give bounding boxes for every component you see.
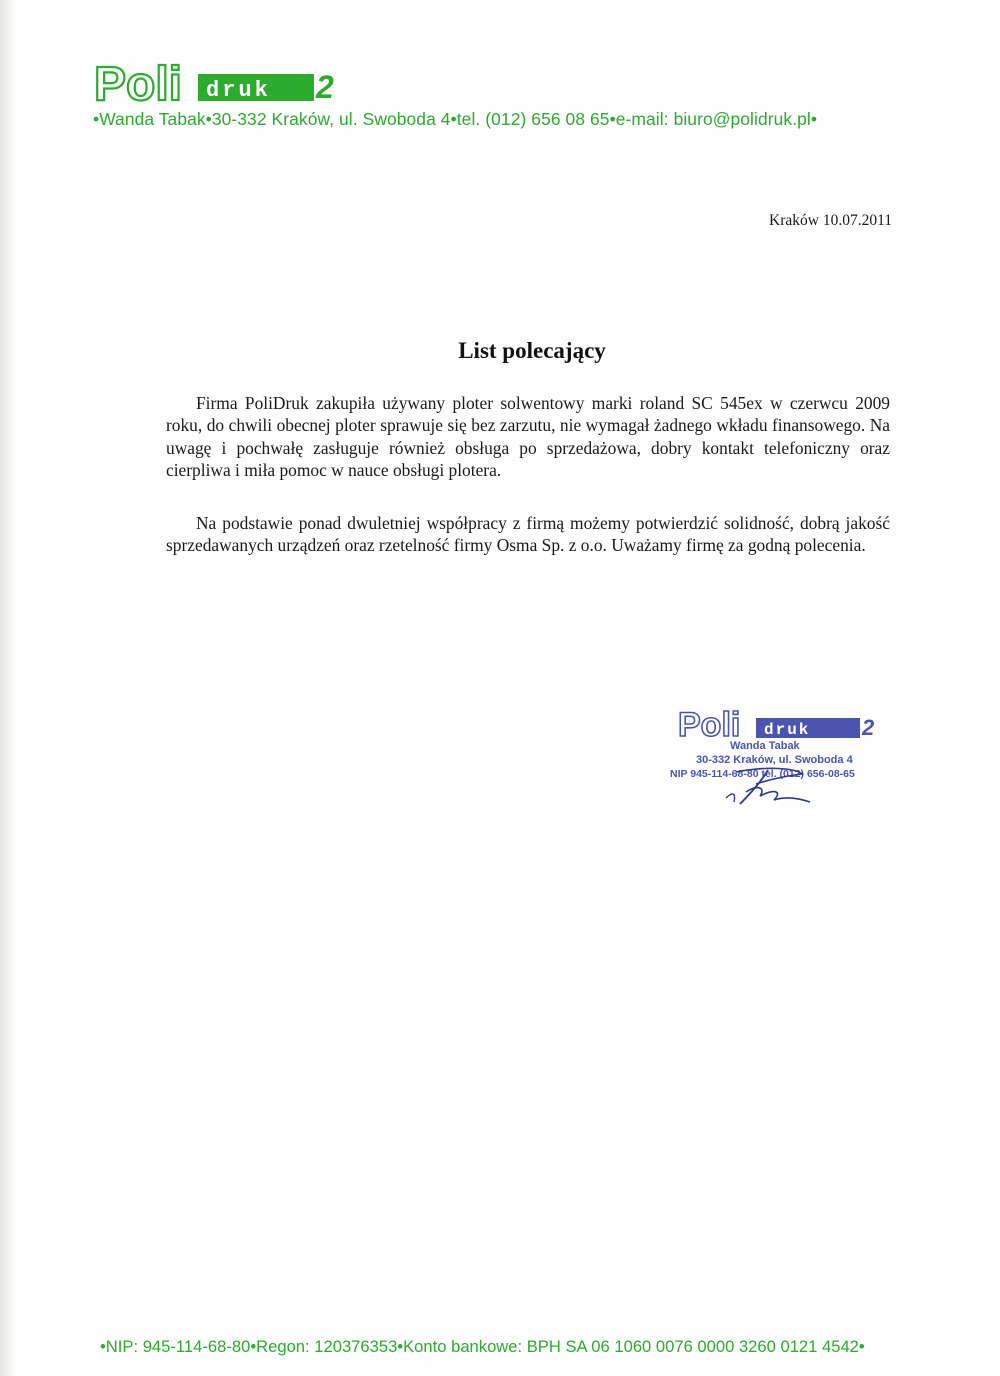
logo-druk-text: druk — [206, 78, 271, 103]
stamp-name: Wanda Tabak — [730, 740, 800, 752]
polidruk-logo — [94, 58, 354, 108]
stamp-address: 30-332 Kraków, ul. Swoboda 4 — [696, 754, 853, 766]
stamp-ids: NIP 945-114-68-80 tel. (012) 656-08-65 — [670, 768, 855, 780]
letter-date: Kraków 10.07.2011 — [769, 212, 892, 229]
logo-poli-text: Poli — [94, 58, 183, 108]
letter-title: List polecający — [458, 338, 606, 363]
header-contact-line: •Wanda Tabak•30-332 Kraków, ul. Swoboda 4•tel. (012) 656 08 65•e-mail: biuro@polidruk.pl• — [93, 109, 818, 129]
letter-paragraph: Firma PoliDruk zakupiła używany ploter solwentowy marki roland SC 545ex w czerwcu 2009 roku, do chwili obecnej ploter sprawuje się bez zarzutu, nie wymagał żadnego wkładu finansowego. Na uwagę i pochwałę zasługuje również obsługa po sprzedażowa, dobry kontakt telefoniczny oraz cierpliwa i miła pomoc w nauce obsługi plotera. — [166, 393, 890, 481]
handwritten-signature — [706, 762, 816, 812]
stamp-logo-druk: druk — [764, 721, 811, 739]
logo-number-text: 2 — [316, 69, 334, 105]
company-stamp — [670, 704, 900, 814]
footer-company-details: •NIP: 945-114-68-80•Regon: 120376353•Konto bankowe: BPH SA 06 1060 0076 0000 3260 0121 4542• — [100, 1337, 865, 1356]
letter-paragraph: Na podstawie ponad dwuletniej współpracy z firmą możemy potwierdzić solidność, dobrą jakość sprzedawanych urządzeń oraz rzetelność firmy Osma Sp. z o.o. Uważamy firmę za godną polecenia. — [166, 513, 890, 556]
scan-edge-shadow — [0, 0, 14, 1376]
stamp-logo-number: 2 — [862, 715, 875, 740]
stamp-logo-poli: Poli — [678, 706, 741, 744]
